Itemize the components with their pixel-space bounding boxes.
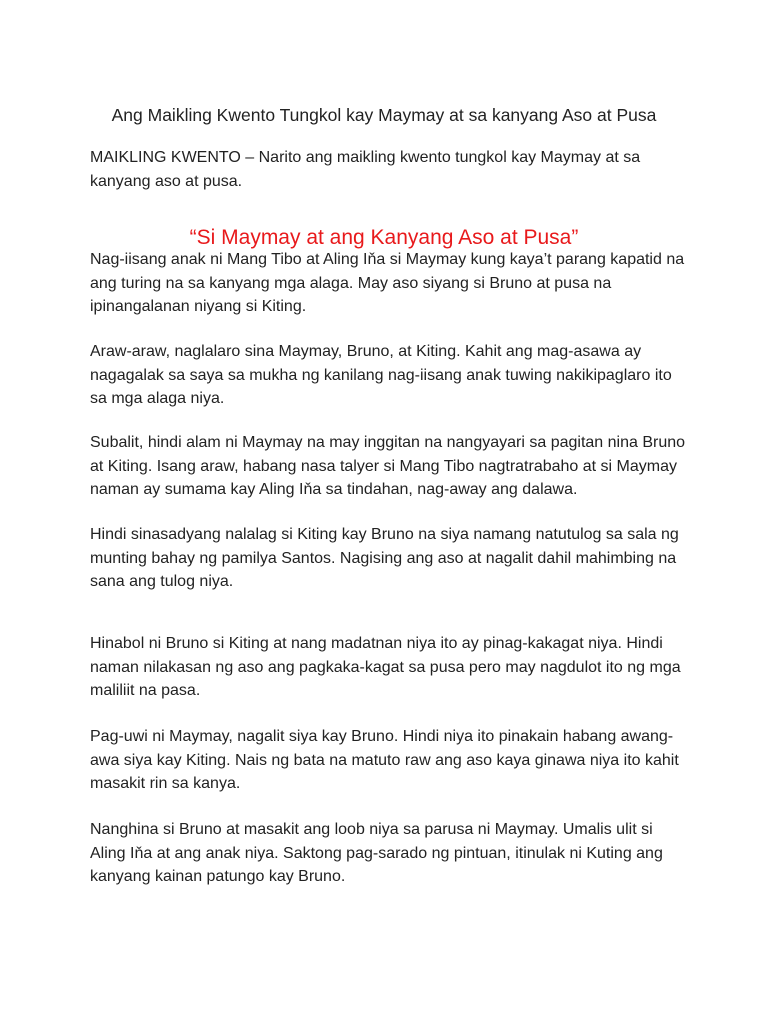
story-paragraph-5: Hinabol ni Bruno si Kiting at nang madatnan niya ito ay pinag-kakagat niya. Hindi naman nilakasan ng aso ang pagkaka-kagat sa pusa pero may nagdulot ito ng mga maliliit na pasa. <box>90 635 681 699</box>
document-title: Ang Maikling Kwento Tungkol kay Maymay at sa kanyang Aso at Pusa <box>111 105 657 125</box>
story-paragraph-1: Nag-iisang anak ni Mang Tibo at Aling Iňa si Maymay kung kaya’t parang kapatid na ang turing na sa kanyang mga alaga. May aso siyang si Bruno at pusa na ipinangalanan niyang si Kiting. <box>90 251 685 315</box>
story-paragraph-3: Subalit, hindi alam ni Maymay na may inggitan na nangyayari sa pagitan nina Bruno at Kiting. Isang araw, habang nasa talyer si Mang Tibo nagtratrabaho at si Maymay naman ay sumama kay Aling Iňa sa tindahan, nag-away ang dalawa. <box>90 434 686 498</box>
story-paragraph-6: Pag-uwi ni Maymay, nagalit siya kay Bruno. Hindi niya ito pinakain habang awang-awa siya kay Kiting. Nais ng bata na matuto raw ang aso kaya ginawa niya ito kahit masakit rin sa kanya. <box>90 728 679 792</box>
story-title: “Si Maymay at ang Kanyang Aso at Pusa” <box>189 226 579 249</box>
intro-paragraph: MAIKLING KWENTO – Narito ang maikling kwento tungkol kay Maymay at sa kanyang aso at pusa. <box>90 149 641 190</box>
story-paragraph-4: Hindi sinasadyang nalalag si Kiting kay Bruno na siya namang natutulog sa sala ng munting bahay ng pamilya Santos. Nagising ang aso at nagalit dahil mahimbing na sana ang tulog niya. <box>90 526 679 590</box>
story-paragraph-2: Araw-araw, naglalaro sina Maymay, Bruno, at Kiting. Kahit ang mag-asawa ay nagagalak sa saya sa mukha ng kanilang nag-iisang anak tuwing nakikipaglaro ito sa mga alaga niya. <box>90 343 672 407</box>
story-paragraph-7: Nanghina si Bruno at masakit ang loob niya sa parusa ni Maymay. Umalis ulit si Aling Iňa at ang anak niya. Saktong pag-sarado ng pintuan, itinulak ni Kuting ang kanyang kainan patungo kay Bruno. <box>90 821 663 885</box>
